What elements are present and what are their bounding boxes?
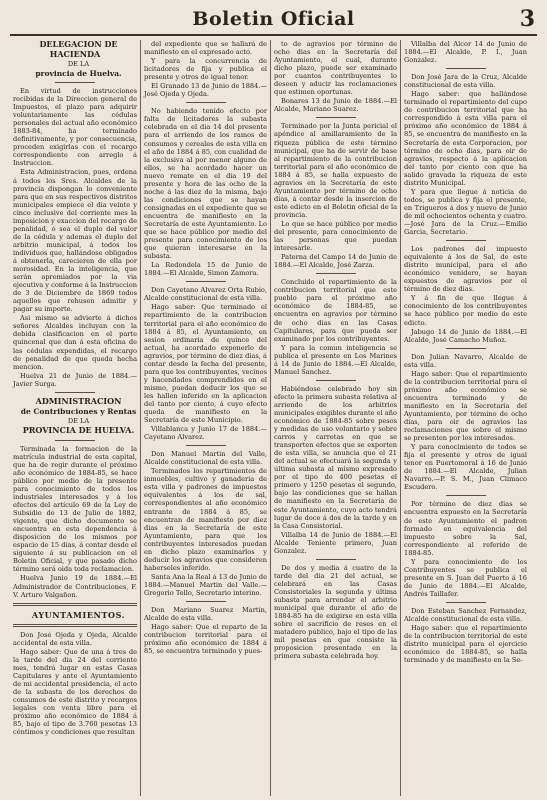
notice-paragraph: Huelva Junio 19 de 1884.—El Administrador de Contribuciones, F. V. Arturo Valgañon. [13,574,137,599]
section-heading: ADMINISTRACION [35,395,122,406]
notice-paragraph: Y para que llegue á noticia de todos, se publica y fija el presente, en Trigueros á dos y nuevo de Junio de mil ochocientos ochenta y cuatro.—José Jara de la Cruz.—Emilio Garcia, Secretario. [404,187,527,237]
notice-paragraph: Y á fin de que llegue á conocimiento de los contribuyentes se hace público por medio de este edicto. [404,294,527,327]
column-1 [10,40,140,796]
notice-paragraph: Asi mismo se advierte á dichos señores Alcaldes incluyan con la debida clasificacion en el parte quincenal que dan á esta oficina de las cédulas expendidas, el recargo de penalidad de que queda hecha mencion. [13,314,137,371]
section-subheading: de Contribuciones y Rentas [20,407,137,417]
column-4 [400,40,530,796]
notice-paragraph: Don José Jara de la Cruz, Alcalde constitucional de esta villa. [404,73,527,90]
notice-paragraph: El Granado 13 de Junio de 1884.—José Ojeda y Ojeda. [144,82,267,99]
notice-paragraph: Santa Ana la Real á 13 de Junio de 1884.—Manuel Martin del Valle.—Gregorio Tello, Secretario interino. [144,572,267,597]
section-divider [446,348,486,349]
notice-paragraph: Don Mariano Suarez Martin, Alcalde de esta villa. [144,606,267,623]
notice-paragraph: Terminados los repartimientos de inmuebles, cultivo y ganaderia de esta villa y padrones de impuestos equivalentes á los de sal, correspondientes al año económico entrante de 1884 á 85, se encuentran de manifiesto por diez dias en la Secretaría de este Ayuntamiento, para que los contribuyentes interesados puedan en dicho plazo examinarlos y deducir los agravios que consideren haberseles inferido. [144,467,267,572]
notice-paragraph: Don José Ojeda y Ojeda, Alcalde accidental de esta villa. [13,630,137,647]
section-subheading: DE LA [67,60,90,68]
notice-paragraph: Villalba 14 de Junio de 1884.—El Alcalde Teniente primero, Juan Gonzalez. [274,530,397,555]
section-divider [186,445,226,446]
masthead-title: Boletin Oficial [192,8,355,30]
notice-paragraph: Hago saber: Que de una á tres de la tarde del dia 24 del corriente mes, tendrá lugar en estas Casas Capitulares y ante el Ayuntamiento de mi accidental presidencia, el acto de la subasta de los derechos de consumos de este distrito y recargos legales con venta libre para el próximo año económico de 1884 á 85, bajo el tipo de 3.760 pesetas 13 céntimos y condiciones que resultan [13,647,137,737]
section-heading: PROVINCIA DE HUELVA. [22,425,135,436]
section-divider [446,240,486,241]
notice-paragraph: Esta Administracion, pues, ordena á todos los Sres. Alcaldes de la provincia dispongan lo conveniente para que en sus respectivos distritos municipales empiece el dia veinte y cinco inclusive del corriente mes la imposicion y exaccion del recargo de penalidad, ó sea el duplo del valor de la cédula y ademas el duplo del arbitrio municipal, á todos los individuos que, hallándose obligados á obtenerla, carecieren de ella por morosidad. En la inteligencia, que serán apremiados por la via ejecutiva y conforme á la Instruccion de 3 de Diciembre de 1869 todos aquellos que rehusen admitir y pagar su importe. [13,168,137,314]
section-divider [316,273,356,274]
notice-paragraph: Don Esteban Sanchez Fernandez, Alcalde constitucional de esta villa. [404,607,527,624]
section-divider [186,281,226,282]
page-header [10,4,537,36]
notice-paragraph: Bonares 13 de Junio de 1884.—El Alcalde, Mariano Suarez. [274,97,397,114]
section-divider [55,440,95,441]
notice-paragraph: Hago saber: Que el repartimiento de la contribucion territorial para el próximo año económico se encuentra terminado y de manifiesto en la Secretaría del Ayuntamiento, por término de ocho dias, para oir de agravios las reclamaciones que sobre el mismo se presenten por los interesados. [404,369,527,443]
notice-paragraph: Terminado por la Junta pericial el apéndice al amillaramiento de la riqueza pública de este término municipal, que ha de servir de base al repartimiento de la contribucion territorial para el año económico de 1884 á 85, se halla expuesto de agravios en la Secretaría de este Ayuntamiento por término de ocho dias, á contar desde la insercion de este edicto en el Boletin oficial de la provincia. [274,122,397,219]
notice-paragraph: Y para la comun inteligencia se publica el presente en Los Marines á 14 de Junio de 1884.—El Alcalde, Manuel Sanchez. [274,343,397,376]
section-divider [186,102,226,103]
section-divider [316,380,356,381]
notice-paragraph: Hago saber: que hallándose terminado el repartimiento del cupo de contribucion territorial que ha correspondido á esta villa para el próximo año económico de 1884 á 85, se encuentra de manifiesto en la Secretaría de esta Corporacion, por término de ocho dias, para oir de agravios, respecto á la aplicacion del tanto por ciento con que ha salido gravada la riqueza de este distrito Municipal. [404,90,527,187]
notice-paragraph: to de agravios por término de ocho dias en la Secretaría del Ayuntamiento, el cual, durante dicho plazo, puede ser examinado por cuantos contribuyentes lo deseen y aducir las reclamaciones que estimen oportunas. [274,40,397,97]
notice-paragraph: En virtud de instrucciones recibidas de la Direccion general de Impuestos, el plazo para adquirir voluntariamente las cédulas personales del actual año económico 1883-84, ha terminado definitivamente, y por consecuencia, proceden exigirlas con el recargo correspondiente con arreglo á Instruccion. [13,87,137,168]
notice-paragraph: Habiéndose celebrado hoy sin efecto la primera subasta relativa al arriendo de los arbitrios municipales exigibles durante el año económico de 1884-85 sobre pesos y medidas de uso voluntario y sobre carros y carretas en que se transporten efectos que se exporten de esta villa, se anuncia que el 21 del actual se efectuará la segunda y última subasta al mismo expresado por el tipo de 400 pesetas el primero y 1250 pesetas el segundo, bajo las condiciones que se hallan de manifiesto en la Secretaría de este Ayuntamiento, cuyo acto tendrá lugar de doce á dos de la tarde y en la Casa Consistorial. [274,384,397,530]
section-heading: DELEGACION DE HACIENDA [39,40,118,59]
notice-paragraph: Terminada la formacion de la matrícula industrial de esta capital, que ha de regir durante el próximo año económico de 1884-85, se hace público por medio de la presente para conocimiento de todos los industriales interesados y á los efectos del artículo 69 de la Ley de Subsidio de 13 de Julio de 1882, vigente, que dicho documento se encuentra en esta dependencia á disposicion de los mismos por espacio de 15 dias, á contar desde el siguiente á su publicacion en el Boletin Oficial, y que pasado dicho término será oida toda reclamacion. [13,444,137,574]
notice-paragraph: Por término de diez dias se encuentra expuesto en la Secretaría de este Ayuntamiento el padron formado en equivalencia del impuesto sobre la Sal, correspondiente al referido de 1884-85. [404,500,527,557]
section-divider [55,392,95,393]
notice-paragraph: Hago saber: Que el reparto de la contribucion territorial para el próximo año económico de 1884 á 85, se encuentra terminado y pues- [144,623,267,656]
notice-paragraph: Villablanca y Junio 17 de 1884.—Cayetano Alvarez. [144,425,267,442]
notice-paragraph: Y para conocimiento de todos se fija el presente y otros de igual tenor en Puertomoral á 16 de Junio de 1884.—El Alcalde, Julian Navarro.—P. S. M., Juan Climaco Escudero. [404,443,527,492]
text-columns [10,40,537,796]
notice-paragraph: No habiendo tenido efecto por falta de licitadores la subasta celebrada en el dia 14 del presente para el arriendo de los ramos de consumos y cereales de esta villa en el año de 1884 á 85, con cualidad de la exclusiva al por menor alguno de ellos, se ha acordado hacer un nuevo remate en el dia 19 del presente y hora de las ocho de la noche á las diez de la misma, bajo las condiciones que se hayan consignadas en el expediente que se encuentra de manifiesto en la Secretaría de este Ayuntamiento. Lo que se hace público por medio del presente para conocimiento de los que quieran interesarse en la subasta. [144,107,267,261]
notice-paragraph: Don Julian Navarro, Alcalde de esta villa. [404,352,527,369]
notice-paragraph: Hago saber: Que terminado el repartimiento de la contribucion territorial para el año económico de 1884 á 85, el Ayuntamiento, en sesion ordinaria de quince del actual, ha acordado exponerlo de agravios, por término de diez dias, á contar desde la fecha del presente, para que los contribuyentes, vecinos y hacendados comprendidos en el mismo, puedan deducir los que se les hallen inferido en la aplicacion del tanto por ciento, á cuyo efecto queda de manifiesto en la Secretaría de este Municipio. [144,303,267,425]
notice-paragraph: Los padrones del impuesto equivalente á los de Sal, de este distrito municipal, para el año económico venidero, se hayan expuestos de agravios por el término de diez dias. [404,245,527,294]
column-2 [140,40,270,796]
section-subheading: DE LA [67,417,90,426]
notice-paragraph: Concluido el repartimiento de la contribucion territorial que este pueblo para el próximo año económico de 1884-85, se encuentra en agravios por término de ocho dias en las Casas Capitulares, para que pueda ser examinado por los contribuyentes. [274,278,397,343]
section-banner: AYUNTAMIENTOS. [31,609,126,620]
column-3 [270,40,400,796]
section-divider [13,624,137,627]
notice-paragraph: Y para la concurrencia de licitadores de fija y publica el presente y otros de igual tenor. [144,57,267,82]
notice-paragraph: del expediente que se hallará de manifiesto en el expresado acto. [144,40,267,57]
section-divider [446,495,486,496]
section-divider [446,602,486,603]
section-divider [316,117,356,118]
page-number: 3 [519,6,535,32]
section-subheading: provincia de Huelva. [35,69,122,78]
notice-paragraph: De dos y media á cuatro de la tarde del dia 21 del actual, se celebrará en las Casas Consistoriales la segunda y última subasta para arrendar el arbitrio municipal que durante el año de 1884-85 ha de exigirse en esta villa sobre el sacrificio de reses en el matadero público, bajo el tipo de las mil pesetas en que consiste la proposicion presentada en la primera subasta celebrada hoy. [274,563,397,661]
notice-paragraph: Y para conocimiento de los Contribuyentes se publica el presente en S. Juan del Puerto á 16 de Junio de 1884.—El Alcalde, Andrés Taillafer. [404,557,527,598]
notice-paragraph: Jabugo 14 de Junio de 1884.—El Alcalde, José Camacho Muñoz. [404,327,527,344]
notice-paragraph: La Redondela 15 de Junio de 1884.—El Alcalde, Simon Zamora. [144,261,267,278]
notice-paragraph: Don Manuel Martin del Valle, Alcalde constitucional de esta villa. [144,450,267,467]
notice-paragraph: Huelva 21 de Junio de 1884.—Javier Surga. [13,371,137,388]
notice-paragraph: Paterna del Campo 14 de Junio de 1884.—El Alcalde, José Zarza. [274,253,397,270]
section-divider [446,68,486,69]
section-divider [13,603,137,606]
notice-paragraph: Villalba del Alcor 14 de Junio de 1884.—El Alcalde, P. I., Juan Gonzalez. [404,40,527,65]
section-divider [55,82,95,83]
notice-paragraph: Hago saber: que el repartimiento de la contribucion territorial de este distrito municipal para el ejercicio económico de 1884-85, se halla terminado y de manifiesto en la Se- [404,624,527,665]
section-divider [316,559,356,560]
section-divider [186,601,226,602]
notice-paragraph: Lo que se hace público por medio del presente, para conocimiento de las personas que puedan interesarle. [274,219,397,253]
notice-paragraph: Don Cayetano Alvarez Orta Rubio, Alcalde constitucional de esta villa. [144,286,267,303]
